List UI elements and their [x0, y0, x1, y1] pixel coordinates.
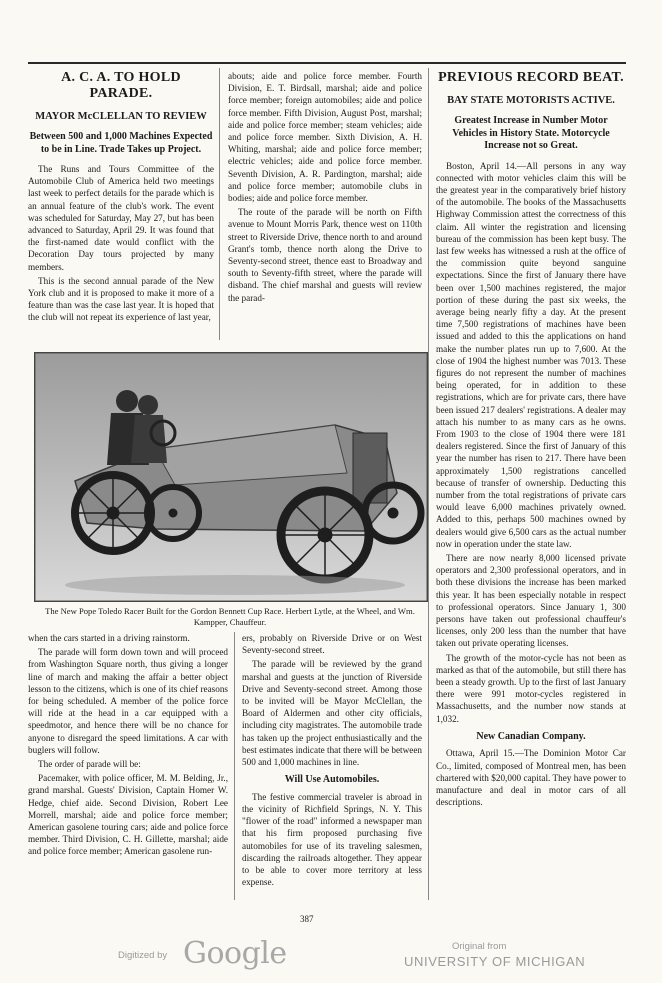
article-record-column: [436, 70, 626, 810]
article-parade-column-1: [28, 70, 214, 326]
paragraph: Boston, April 14.—All persons in any way connected with motor vehicles claim this will be the greatest year in the comparatively brief history of the automobile. The books of the Massachusetts Highway Commission attest the correctness of this claim. All winter the registration and licensing bureau of the commission has been kept busy. The last few weeks has witnessed a rush at the office of the commission quite beyond sanguine expectations. Since the first of January there have been over 1,500 machines registered, the major portion of these during the past six weeks, the average being nearly fifty a day. At the present time 7,500 registrations of machines have been issued and added to this the applications on hand make the number plates run up to 7,600. At the close of 1904 the highest number was 7013. These figures do not represent the number of machines being operated, for in addition to these registrations, which are for private cars, there have been issued 217 dealers' registrations. A dealer may attach his number to as many cars as he owns. From 1903 to the close of 1904 there were 181 dealers registered. Since the first of January of this year the number has risen to 217. There have been approximately 1,500 registrations cancelled because of transfer of ownership. Deducting this number from the total registrations of private cars would leave 6,000 machines privately owned. Added to this, perhaps 500 machines owned by dealers would give 6,500 cars as the actual number now in operation under the state law.: [436, 160, 626, 549]
column-rule: [428, 68, 429, 900]
paragraph: The Runs and Tours Committee of the Automobile Club of America held two meetings last week to perfect details for the parade which is an annual feature of the club's work. The event was scheduled for Saturday, May 27, but has been advanced to Saturday, April 29. It was found that the first-named date would conflict with the Decoration Day tours projected by many members.: [28, 164, 214, 272]
racer-photo: [34, 352, 428, 602]
article-title: Will Use Automobiles.: [284, 774, 380, 786]
paragraph: The parade will be reviewed by the grand marshal and guests at the junction of Riverside Drive and Seventy-second street. Among those to be invited will be Mayor McClellan, the Board of Aldermen and other city officials, including city magistrates. The automobile trade has taken up the project enthusiastically and the best estimates indicate that there will be between 500 and 1,000 machines in line.: [242, 659, 422, 768]
paragraph: abouts; aide and police force member. Fourth Division, E. T. Birdsall, marshal; aide and police force member; foreign automobiles; aide and police force member. Fifth Division, August Post, marshal; aide and police force member; steam vehicles; aide and police force member. Sixth Division, A. H. Whiting, marshal; aide and police force member; electric vehicles; aide and police force member. Seventh Division, A. R. Pardington, marshal; aide and police force member; automobile clubs in bodies; aide and police force member.: [228, 71, 422, 204]
article-parade-column-4: [242, 632, 422, 890]
article-subtitle: MAYOR McCLELLAN TO REVIEW: [35, 111, 207, 122]
top-rule: [28, 62, 626, 64]
paragraph: There are now nearly 8,000 licensed private operators and 2,300 professional operators, and in both these divisions the increase has been marked this year. It has been especially notable in respect to professional operators. Since January 1, 300 persons have taken out professional chauffeur's licenses, only 200 less than the number that have taken out private operating licenses.: [436, 553, 626, 649]
paragraph: The route of the parade will be north on Fifth avenue to Mount Morris Park, thence west on 110th street to Riverside Drive, thence north to and around Grant's tomb, thence north along the Drive to Seventy-second street, thence east to Broadway and south to Seventy-fifth street, where the parade will disband. The chief marshal and guests will review the parad-: [228, 207, 422, 303]
original-from-label: Original from: [452, 941, 507, 952]
article-title: New Canadian Company.: [476, 730, 586, 742]
paragraph: The parade will form down town and will proceed from Washington Square north, thus giving a longer line of march and making the affair a better object lesson to the citizens, which is one of its chief reasons for being scheduled. A member of the police force will ride at the head in a car equipped with a speedmotor, and hence there will be no chance for anyone to disregard the speed limitations. A car with buglers will follow.: [28, 647, 228, 755]
article-title: A. C. A. TO HOLD PARADE.: [61, 70, 181, 101]
article-deck: Between 500 and 1,000 Machines Expected to be in Line. Trade Takes up Project.: [29, 131, 213, 155]
article-deck: Greatest Increase in Number Motor Vehicles in History State. Motorcycle Increase not so Great.: [452, 115, 610, 151]
paragraph: The order of parade will be:: [38, 759, 141, 770]
racer-car-image: [35, 353, 427, 601]
article-title: PREVIOUS RECORD BEAT.: [438, 70, 624, 85]
paragraph: Pacemaker, with police officer, M. M. Belding, Jr., grand marshal. Guests' Division, Captain Homer W. Hedge, chief aide. Second Division, Robert Lee Morrell, marshal; aide and police force member; American gasolene touring cars; aide and police force member. Third Division, C. H. Gillette, marshal; aide and police force member; American gasolene run-: [28, 773, 228, 857]
column-rule: [234, 632, 235, 900]
paragraph: Ottawa, April 15.—The Dominion Motor Car Co., limited, composed of Montreal men, has been chartered with $20,000 capital. They have power to manufacture and deal in motor cars of all descriptions.: [436, 748, 626, 808]
page-number: 387: [300, 914, 314, 924]
paragraph: The festive commercial traveler is abroad in the vicinity of Richfield Springs, N. Y. This "flower of the road" informed a newspaper man that his firm proposed purchasing five automobiles for use of its traveling salesmen, discarding the railroads altogether. They appear to be able to cover more territory at less expense.: [242, 791, 422, 888]
digitized-by-label: Digitized by: [118, 950, 168, 961]
university-label: UNIVERSITY OF MICHIGAN: [404, 954, 586, 969]
column-rule: [219, 68, 220, 340]
article-parade-column-2: [228, 70, 422, 306]
photo-caption: The New Pope Toledo Racer Built for the Gordon Bennett Cup Race. Herbert Lytle, at the Wheel, and Wm. Kampper, Chauffeur.: [45, 606, 415, 627]
paragraph: when the cars started in a driving rainstorm.: [28, 633, 190, 643]
paragraph: This is the second annual parade of the New York club and it is proposed to make it more of a feature than was the case last year. It is hoped that the club will not repeat its experience of last year,: [28, 275, 214, 323]
article-parade-column-3: [28, 632, 228, 860]
paragraph: The growth of the motor-cycle has not been as marked as that of the automobile, but still there has been a steady growth. Up to the first of last January there were 991 motor-cycles registered in Massachusetts, and the number now stands at 1,032.: [436, 652, 626, 724]
google-logo: Google: [183, 936, 287, 971]
article-subtitle: BAY STATE MOTORISTS ACTIVE.: [447, 95, 615, 106]
paragraph: ers, probably on Riverside Drive or on West Seventy-second street.: [242, 633, 422, 656]
